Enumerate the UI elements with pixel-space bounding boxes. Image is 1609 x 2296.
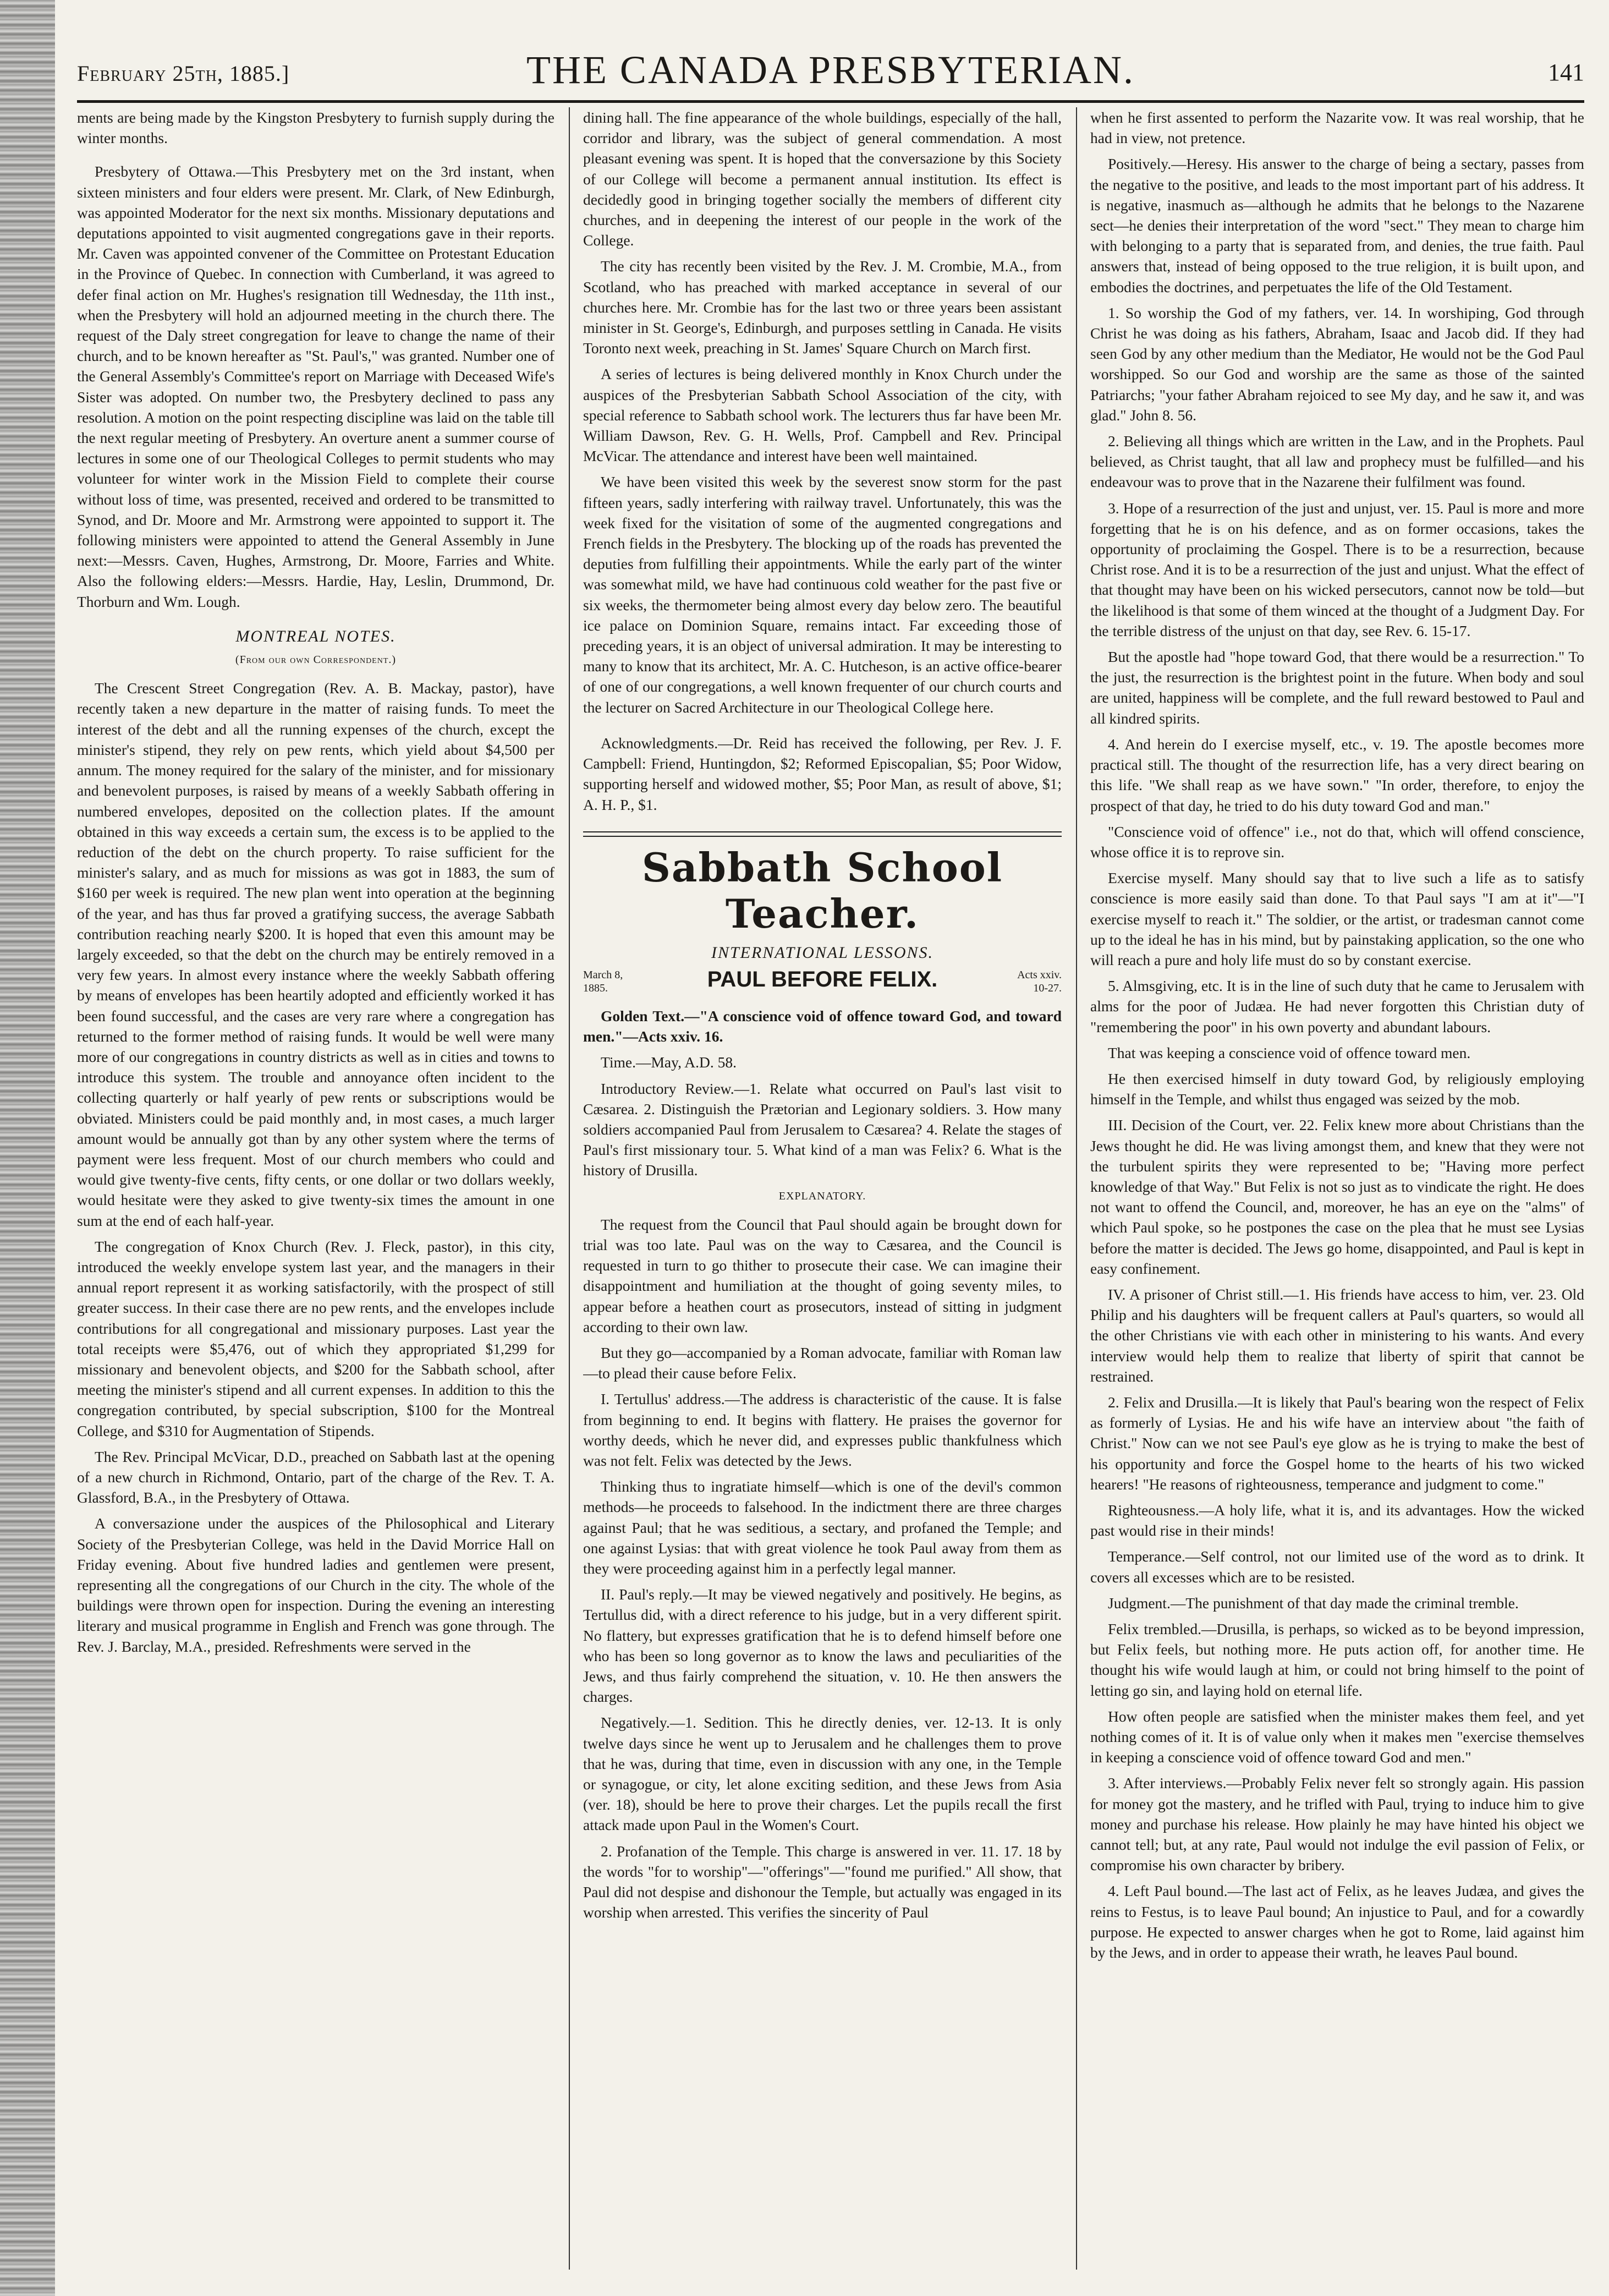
publication-title: THE CANADA PRESBYTERIAN. (526, 48, 1135, 92)
paragraph: ments are being made by the Kingston Presbytery to furnish supply during the winter months. (77, 109, 554, 147)
column-rule (1076, 107, 1077, 2270)
introductory-review: Introductory Review.—1. Relate what occurred on Paul's last visit to Cæsarea. 2. Distinguish the Prætorian and Legionary soldiers. 3. How many soldiers accompanied Paul from Jerusalem to Cæsarea? 4. Relate the stages of Paul's first missionary tour. 5. What kind of a man was Felix? 6. What is the history of Drusilla. (583, 1079, 1062, 1179)
lesson-title-row (583, 966, 1062, 1001)
sabbath-school-masthead: Sabbath School Teacher. (641, 843, 1003, 937)
paragraph: The Rev. Principal McVicar, D.D., preached on Sabbath last at the opening of a new church in Richmond, Ontario, part of the charge of the Rev. T. A. Glassford, B.A., in the Presbytery of Ottawa. (77, 1448, 554, 1506)
paragraph: Judgment.—The punishment of that day made the criminal tremble. (1108, 1594, 1519, 1612)
paragraph: III. Decision of the Court, ver. 22. Felix knew more about Christians than the Jews thought he did. He was living amongst them, and knew that they were not the turbulent spirits they were represented to be; "Having more perfect knowledge of that Way." But Felix is not so just as to vindicate the right. He does not want to offend the Council, and, moreover, he has an eye on the "alms" of which Paul spoke, so he postpones the case on the plea that he must see Lysias before the matter is decided. The Jews go home, disappointed, and Paul is kept in easy confinement. (1090, 1116, 1584, 1277)
column-3 (1090, 107, 1584, 2270)
paragraph: Thinking thus to ingratiate himself—which is one of the devil's common methods—he proceeds to falsehood. In the indictment there are three charges against Paul; that he was seditious, a sectary, and profaned the Temple; and one against Lysias: that with great violence he took Paul away from them as they were proceeding against him in a perfectly legal manner. (583, 1478, 1062, 1577)
lesson-date-line: March 8, (583, 968, 623, 981)
section-heading: MONTREAL NOTES. (235, 627, 396, 645)
paragraph: Felix trembled.—Drusilla, is perhaps, so wicked as to be beyond impression, but Felix feels, but nothing more. He puts action off, for another time. He thought his wife would laugh at him, or could not bring himself to the point of letting go sin, and laying hold on eternal life. (1090, 1620, 1584, 1699)
paragraph: The congregation of Knox Church (Rev. J. Fleck, pastor), in this city, introduced the weekly envelope system last year, and the managers in their annual report represent it as working satisfactorily, with the prospect of still greater success. In their case there are no pew rents, and the envelopes include contributions for all congregational and missionary purposes. Last year the total receipts were $5,476, out of which they appropriated $1,299 for missionary and benevolent objects, and $200 for the Sabbath school, after meeting the minister's stipend and all current expenses. In addition to this the congregation contributed, by special subscription, $100 for the Montreal College, and $310 for Augmentation of Stipends. (77, 1237, 554, 1439)
paragraph: But they go—accompanied by a Roman advocate, familiar with Roman law—to plead their cause before Felix. (583, 1344, 1062, 1382)
section-subheading: (From our own Correspondent.) (235, 654, 397, 666)
paragraph: But the apostle had "hope toward God, that there would be a resurrection." To the just, the resurrection is the brightest point in the future. When body and soul are united, happiness will be complete, and the full reward bestowed to Paul and all kindred spirits. (1090, 648, 1584, 727)
paragraph: 2. Believing all things which are written in the Law, and in the Prophets. Paul believed, as Christ taught, that all law and prophecy must be fulfilled—and his endeavour was to prove that in the Nazarene their fulfilment was found. (1090, 432, 1584, 491)
explanatory-heading: EXPLANATORY. (778, 1190, 866, 1202)
paragraph: dining hall. The fine appearance of the whole buildings, especially of the hall, corridor and library, was the subject of general commendation. A most pleasant evening was spent. It is hoped that the conversazione by this Society of our College will become a permanent annual institution. Its effect is decidedly good in bringing together socially the members of different city churches, and in deepening the interest of our people in the work of the College. (583, 109, 1062, 249)
paragraph: We have been visited this week by the severest snow storm for the past fifteen years, sadly interfering with railway travel. Unfortunately, this was the week fixed for the visitation of some of the augmented congregations and French fields in the Presbytery. The blocking up of the roads has prevented the deputies from fulfilling their appointments. While the early part of the winter was somewhat mild, we have had continuous cold weather for the past five or six weeks, the thermometer being almost every day below zero. The beautiful ice palace on Dominion Square, remains intact. Far exceeding those of preceding years, it is an object of universal admiration. It may be interesting to many to know that its architect, Mr. A. C. Hutcheson, is an active office-bearer of one of our congregations, a well known frequenter of our church courts and the lecturer on Sacred Architecture in our Theological College here. (583, 473, 1062, 716)
paragraph: "Conscience void of offence" i.e., not do that, which will offend conscience, whose office it is to reprove sin. (1090, 823, 1584, 861)
acknowledgments: Acknowledgments.—Dr. Reid has received the following, per Rev. J. F. Campbell: Friend, Huntingdon, $2; Reformed Episcopalian, $5; Poor Widow, supporting herself and widowed mother, $5; Poor Man, as result of above, $1; A. H. P., $1. (583, 734, 1062, 813)
lesson-reference-line: Acts xxiv. (1017, 968, 1062, 981)
lessons-heading: INTERNATIONAL LESSONS. (711, 943, 934, 962)
issue-date: February 25th, 1885.] (77, 61, 290, 86)
paragraph: Righteousness.—A holy life, what it is, and its advantages. How the wicked past would rise in their minds! (1090, 1502, 1584, 1539)
newspaper-page (77, 39, 1584, 2272)
paragraph: A series of lectures is being delivered monthly in Knox Church under the auspices of the Presbyterian Sabbath School Association of the city, with special reference to Sabbath school work. The lecturers thus far have been Mr. William Dawson, Rev. G. H. Wells, Prof. Campbell and Rev. Principal McVicar. The attendance and interest have been well maintained. (583, 365, 1062, 465)
paragraph: IV. A prisoner of Christ still.—1. His friends have access to him, ver. 23. Old Philip and his daughters will be frequent callers at Paul's quarters, so would all the other Christians vie with each other in ministering to his wants. And every interview would help them to realize that liberty of spirit that cannot be restrained. (1090, 1285, 1584, 1385)
lesson-reference-line: 10-27. (1033, 982, 1062, 994)
paragraph: A conversazione under the auspices of the Philosophical and Literary Society of the Presbyterian College, was held in the David Morrice Hall on Friday evening. About five hundred ladies and gentlemen were present, representing all the congregations of our Church in the city. The whole of the buildings were thrown open for inspection. During the evening an interesting literary and musical programme in English and French was gone through. The Rev. J. Barclay, M.A., presided. Refreshments were served in the (77, 1515, 554, 1655)
paragraph: 3. After interviews.—Probably Felix never felt so strongly again. His passion for money got the mastery, and he trifled with Paul, trying to induce him to give money and purchase his release. How plainly he may have hinted his object we cannot tell; but, at any rate, Paul would not indulge the evil passion of Felix, or compromise his own character by bribery. (1090, 1774, 1584, 1874)
paragraph: The Crescent Street Congregation (Rev. A. B. Mackay, pastor), have recently taken a new departure in the matter of raising funds. To meet the interest of the debt and all the running expenses of the church, except the minister's stipend, they rely on pew rents, which yield about $4,500 per annum. The money required for the salary of the minister, and for missionary and benevolent purposes, is raised by means of a weekly Sabbath offering in numbered envelopes, deposited on the collection plates. If the amount obtained in this way exceeds a certain sum, the excess is to be applied to the reduction of the debt on the church property. To raise sufficient for the minister's salary, and as much for missions as was got in 1883, the sum of $160 per week is required. The new plan went into operation at the beginning of the year, and has thus far proved a gratifying success, the average Sabbath contribution reaching nearly $200. It is hoped that even this amount may be largely exceeded, so that the debt on the church may be entirely removed in a very few years. In almost every instance where the weekly Sabbath offering by means of envelopes has been heartily adopted and efficiently worked it has been found successful, and the cases are very rare where a congregation has returned to the former method of raising funds. It would be well were many more of our congregations in country districts as well as in cities and towns to introduce this system. The trouble and annoyance often incident to the collecting quarterly or half yearly of pew rents or subscriptions would be obviated. Ministers could be paid monthly and, in most cases, a much larger amount would be annually got than by any other system where the terms of payment were less frequent. Most of our church members who could and would give twenty-five cents, fifty cents, or one dollar or two dollars weekly, would hesitate were they asked to give twenty-six times the amount in one sum at the end of each half-year. (77, 680, 554, 1229)
columns (77, 107, 1584, 2270)
golden-text: Golden Text.—"A conscience void of offence toward God, and toward men."—Acts xxiv. 16. (583, 1007, 1062, 1045)
paragraph: Temperance.—Self control, not our limited use of the word as to drink. It covers all excesses which are to be resisted. (1090, 1548, 1584, 1586)
page-number: 141 (1548, 59, 1584, 86)
paragraph: I. Tertullus' address.—The address is characteristic of the cause. It is false from beginning to end. It begins with flattery. He praises the governor for worthy deeds, which he never did, and expresses public thankfulness which was not felt. Felix was detected by the Jews. (583, 1390, 1062, 1469)
paragraph: How often people are satisfied when the minister makes them feel, and yet nothing comes of it. It is of value only when it makes men "exercise themselves in keeping a conscience void of offence toward God and men." (1090, 1707, 1584, 1766)
paragraph: 1. So worship the God of my fathers, ver. 14. In worshiping, God through Christ he was doing as his fathers, Abraham, Isaac and Jacob did. If they had seen God by any other medium than the Mediator, He would not be the God Paul worshipped. So our God and worship are the same as those of the sainted Patriarchs; "your father Abraham rejoiced to see My day, and he saw it, and was glad." John 8. 56. (1090, 304, 1584, 424)
paragraph: when he first assented to perform the Nazarite vow. It was real worship, that he had in view, not pretence. (1090, 109, 1584, 147)
paragraph: Positively.—Heresy. His answer to the charge of being a sectary, passes from the negative to the positive, and leads to the most important part of his address. It is negative, inasmuch as—although he admits that he belongs to the Nazarene sect—he denies their interpretation of the word "sect." They mean to charge him with belonging to a party that is separated from, and denies, the true faith. Paul answers that, instead of being opposed to the true religion, it is built upon, and embodies the doctrines, and perpetuates the life of the Old Testament. (1090, 155, 1584, 295)
paragraph: The request from the Council that Paul should again be brought down for trial was too late. Paul was on the way to Cæsarea, and the Council is requested in turn to go thither to prosecute their case. We can imagine their disappointment and humiliation at the thought of going seventy miles, to appear before a heathen court as prosecutors, instead of sitting in judgment according to their own law. (583, 1215, 1062, 1335)
lesson-reference (1017, 968, 1062, 995)
paragraph: 4. And herein do I exercise myself, etc., v. 19. The apostle becomes more practical still. The thought of the resurrection life, has a very direct bearing on this life. "We shall reap as we have sown." "In order, therefore, to enjoy the prospect of that day, he tried to do his duty toward God and man." (1090, 735, 1584, 814)
paragraph: Exercise myself. Many should say that to live such a life as to satisfy conscience is more easily said than done. To that Paul says "I am at it"—"I exercise myself to reach it." The soldier, or the artist, or tradesman cannot come up to the ideal he has in his mind, but by painstaking application, so the one who will reach a pure and holy life must do so by constant exercise. (1090, 869, 1584, 968)
section-divider (583, 831, 1062, 837)
scan-edge (0, 0, 55, 2296)
paragraph: That was keeping a conscience void of offence toward men. (1108, 1044, 1471, 1061)
paragraph: Negatively.—1. Sedition. This he directly denies, ver. 12-13. It is only twelve days since he went up to Jerusalem and he challenges them to prove that he was, during that time, even in discussion with any one, in the Temple or synagogue, or city, let alone exciting sedition, and these Jews from Asia (ver. 18), should be here to prove their charges. Let the pupils recall the first attack made upon Paul in the Women's Court. (583, 1714, 1062, 1834)
paragraph: The city has recently been visited by the Rev. J. M. Crombie, M.A., from Scotland, who has preached with marked acceptance in several of our churches here. Mr. Crombie has for the last two or three years been assistant minister in St. George's, Edinburgh, and purposes settling in Canada. He visits Toronto next week, preaching in St. James' Square Church on March first. (583, 257, 1062, 357)
paragraph: 3. Hope of a resurrection of the just and unjust, ver. 15. Paul is more and more forgetting that he is on his defence, and as on former occasions, takes the opportunity of proclaiming the Gospel. There is to be a resurrection, because Christ rose. And it is to be a resurrection of the just and unjust. What the effect of that thought may have been on his wicked persecutors, cannot now be told—but the likelihood is that some of them winced at the thought of a Judgment Day. For the terrible distress of the unjust on that day, see Rev. 6. 15-17. (1090, 499, 1584, 639)
paragraph: 2. Felix and Drusilla.—It is likely that Paul's bearing won the respect of Felix as formerly of Lysias. He and his wife have an interview about "the faith of Christ." Now can we not see Paul's eye glow as he is trying to make the best of his opportunity and force the Gospel home to the hearts of his two wicked hearers! "He reasons of righteousness, temperance and judgment to come." (1090, 1393, 1584, 1493)
paragraph: 4. Left Paul bound.—The last act of Felix, as he leaves Judæa, and gives the reins to Festus, is to leave Paul bound; An injustice to Paul, and for a cowardly purpose. He expected to answer charges when he got to Rome, laid against him by the Jews, and in order to appease their wrath, he leaves Paul bound. (1090, 1882, 1584, 1961)
header-rule (77, 100, 1584, 103)
paragraph: 2. Profanation of the Temple. This charge is answered in ver. 11. 17. 18 by the words "for to worship"—"offerings"—"found me purified." All show, that Paul did not despise and dishonour the Temple, but actually was engaged in its worship when arrested. This verifies the sincerity of Paul (583, 1842, 1062, 1921)
column-1 (77, 107, 554, 2270)
paragraph: He then exercised himself in duty toward God, by religiously employing himself in the Temple, and whilst thus engaged was seized by the mob. (1090, 1070, 1584, 1108)
paragraph: II. Paul's reply.—It may be viewed negatively and positively. He begins, as Tertullus did, with a direct reference to his judge, but in a very different spirit. No flattery, but expresses gratification that he is to defend himself before one who has been so long governor as to know the laws and peculiarities of the Jews, and thus fairly comprehend the situation, v. 10. He then answers the charges. (583, 1586, 1062, 1706)
paragraph: 5. Almsgiving, etc. It is in the line of such duty that he came to Jerusalem with alms for the poor of Judæa. He had never forgotten this Christian duty of "remembering the poor" in his own poverty and abundant labours. (1090, 977, 1584, 1035)
lesson-title: PAUL BEFORE FELIX. (707, 967, 938, 991)
lesson-time: Time.—May, A.D. 58. (601, 1054, 737, 1071)
page-header (77, 39, 1584, 99)
lesson-date-line: 1885. (583, 982, 608, 994)
column-rule (569, 107, 570, 2270)
paragraph: Presbytery of Ottawa.—This Presbytery met on the 3rd instant, when sixteen ministers and four elders were present. Mr. Clark, of New Edinburgh, was appointed Moderator for the next six months. Missionary deputations and deputations appointed to visit augmented congregations gave in their reports. Mr. Caven was appointed convener of the Committee on Protestant Education in the Province of Quebec. In connection with Cumberland, it was agreed to defer final action on Mr. Hughes's resignation till Wednesday, the 11th inst., when the Presbytery will hold an adjourned meeting in the church there. The request of the Daly street congregation for leave to change the name of their church, and to be known hereafter as "St. Paul's," was granted. Number one of the General Assembly's Committee's report on Marriage with Deceased Wife's Sister was adopted. On number two, the Presbytery declined to pass any resolution. A motion on the point respecting discipline was laid on the table till the next regular meeting of Presbytery. An overture anent a summer course of lectures in some one of our Theological Colleges to permit students who may volunteer for winter work in the Mission Field to complete their course without loss of time, was presented, received and ordered to be transmitted to Synod, and Dr. Moore and Mr. Armstrong were appointed to support it. The following ministers were appointed to attend the General Assembly in June next:—Messrs. Caven, Hughes, Armstrong, Dr. Moore, Farries and White. Also the following elders:—Messrs. Hardie, Hay, Leslin, Drummond, Dr. Thorburn and Wm. Lough. (77, 163, 554, 610)
column-2 (583, 107, 1062, 2270)
